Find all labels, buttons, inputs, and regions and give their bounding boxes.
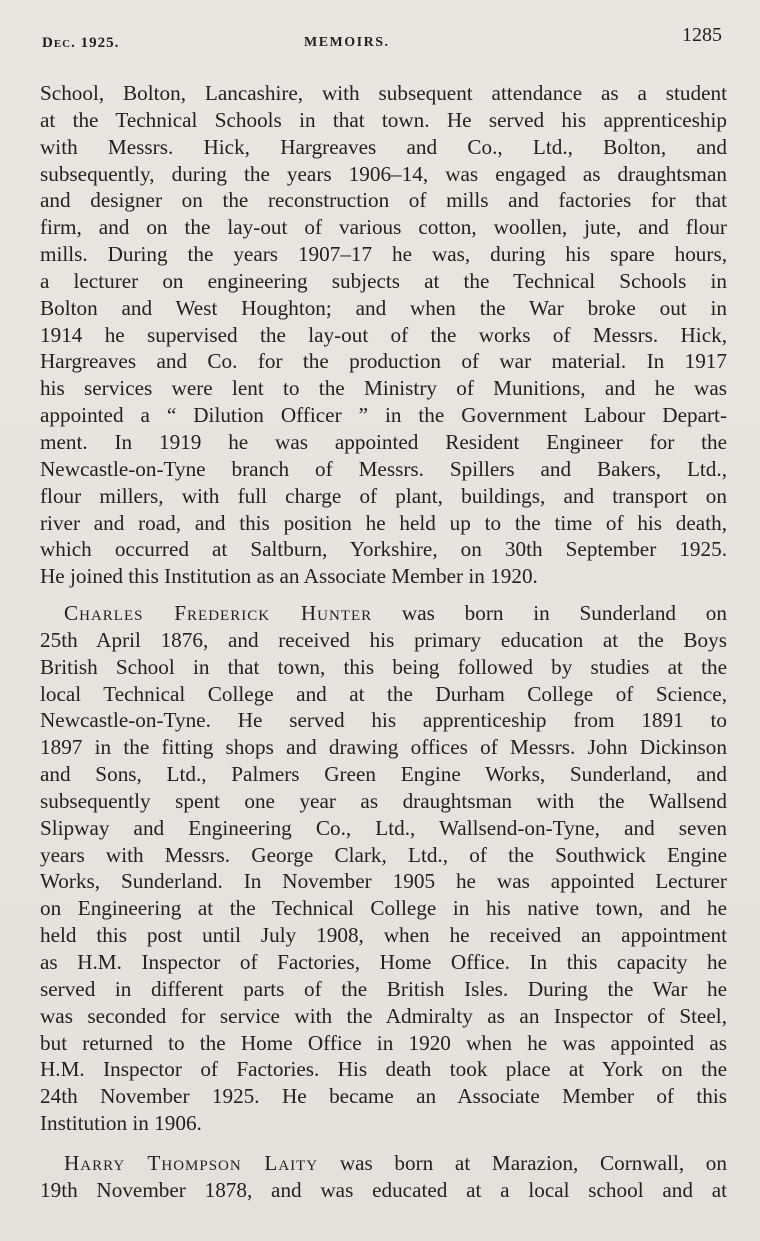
text-line: at the Technical Schools in that town. He served his apprenticeship — [40, 107, 727, 132]
text-line: on Engineering at the Technical College in his native town, and he — [40, 896, 727, 921]
text-line: with Messrs. Hick, Hargreaves and Co., Ltd., Bolton, and — [40, 134, 727, 159]
text-line: flour millers, with full charge of plant, buildings, and transport on — [40, 483, 727, 508]
running-header — [42, 24, 722, 64]
text-line: Works, Sunderland. In November 1905 he was appointed Lecturer — [40, 869, 727, 894]
text-line: Bolton and West Houghton; and when the War broke out in — [40, 295, 727, 320]
text-line: He joined this Institution as an Associate Member in 1920. — [40, 564, 538, 589]
text-line: local Technical College and at the Durham College of Science, — [40, 681, 727, 706]
text-line: but returned to the Home Office in 1920 when he was appointed as — [40, 1030, 727, 1055]
text-line-rest: was born in Sunderland on — [372, 601, 727, 625]
text-line: 1914 he supervised the lay-out of the works of Messrs. Hick, — [40, 322, 727, 347]
text-line: British School in that town, this being followed by studies at the — [40, 654, 727, 679]
text-line: his services were lent to the Ministry of Munitions, and he was — [40, 376, 727, 401]
memoir-name: Charles Frederick Hunter — [64, 601, 373, 625]
text-line: Newcastle-on-Tyne. He served his apprenticeship from 1891 to — [40, 708, 727, 733]
text-line: mills. During the years 1907–17 he was, during his spare hours, — [40, 242, 727, 267]
header-date: Dec. 1925. — [42, 35, 120, 51]
text-line: appointed a “ Dilution Officer ” in the Government Labour Depart- — [40, 403, 727, 428]
text-line: Slipway and Engineering Co., Ltd., Wallsend-on-Tyne, and seven — [40, 815, 727, 840]
text-line: subsequently spent one year as draughtsman with the Wallsend — [40, 788, 727, 813]
text-line: Hargreaves and Co. for the production of war material. In 1917 — [40, 349, 727, 374]
text-line: and designer on the reconstruction of mills and factories for that — [40, 188, 727, 213]
text-line: 19th November 1878, and was educated at a local school and at — [40, 1177, 727, 1202]
text-line: H.M. Inspector of Factories. His death took place at York on the — [40, 1057, 727, 1082]
header-title: MEMOIRS. — [304, 35, 390, 50]
text-line: as H.M. Inspector of Factories, Home Office. In this capacity he — [40, 949, 727, 974]
text-line: Institution in 1906. — [40, 1111, 202, 1136]
text-line: and Sons, Ltd., Palmers Green Engine Works, Sunderland, and — [40, 762, 727, 787]
memoir-paragraph-hunter — [40, 600, 727, 1137]
text-line: 24th November 1925. He became an Associate Member of this — [40, 1084, 727, 1109]
text-line: held this post until July 1908, when he received an appointment — [40, 923, 727, 948]
page-number: 1285 — [682, 24, 722, 46]
text-line: ment. In 1919 he was appointed Resident Engineer for the — [40, 429, 727, 454]
text-line: river and road, and this position he held up to the time of his death, — [40, 510, 727, 535]
text-line: subsequently, during the years 1906–14, was engaged as draughtsman — [40, 161, 727, 186]
text-line: served in different parts of the British Isles. During the War he — [40, 976, 727, 1001]
text-line: a lecturer on engineering subjects at the Technical Schools in — [40, 268, 727, 293]
text-line-first — [40, 600, 727, 627]
text-line: which occurred at Saltburn, Yorkshire, on 30th September 1925. — [40, 537, 727, 562]
text-line: was seconded for service with the Admiralty as an Inspector of Steel, — [40, 1003, 727, 1028]
text-line: Newcastle-on-Tyne branch of Messrs. Spillers and Bakers, Ltd., — [40, 456, 727, 481]
memoir-paragraph-continued — [40, 80, 727, 590]
memoir-name: Harry Thompson Laity — [64, 1151, 319, 1175]
text-line: years with Messrs. George Clark, Ltd., of the Southwick Engine — [40, 842, 727, 867]
text-line-rest: was born at Marazion, Cornwall, on — [318, 1151, 727, 1175]
text-line: School, Bolton, Lancashire, with subsequent attendance as a student — [40, 81, 727, 105]
text-line: firm, and on the lay-out of various cotton, woollen, jute, and flour — [40, 215, 727, 240]
text-line-first — [40, 1150, 727, 1177]
memoir-paragraph-laity — [40, 1150, 727, 1204]
text-line: 25th April 1876, and received his primary education at the Boys — [40, 627, 727, 652]
text-line: 1897 in the fitting shops and drawing offices of Messrs. John Dickinson — [40, 735, 727, 760]
